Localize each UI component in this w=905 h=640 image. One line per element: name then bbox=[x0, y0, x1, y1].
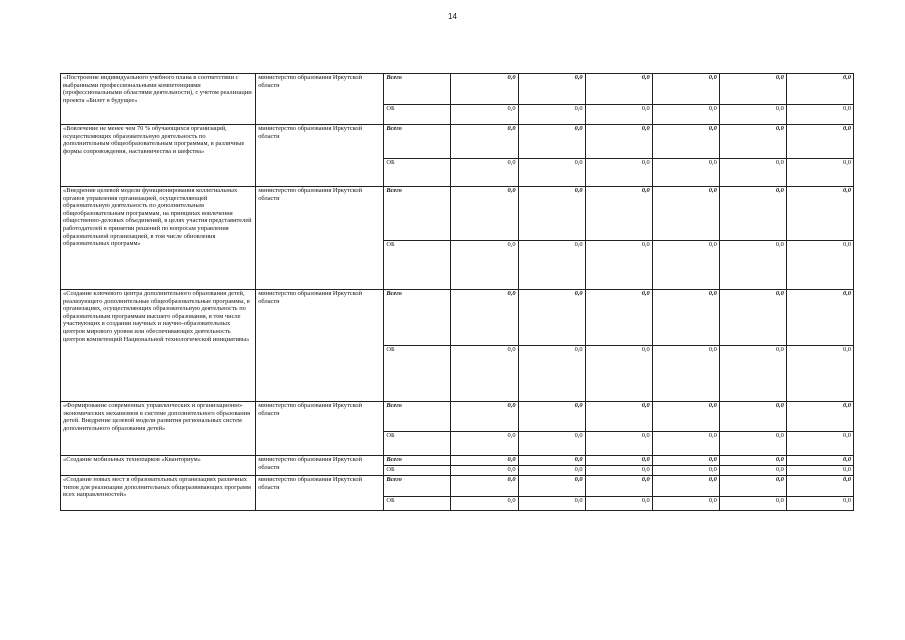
ob-value-cell: 0,0 bbox=[719, 159, 786, 187]
total-value-cell: 0,0 bbox=[786, 456, 853, 466]
total-value-cell: 0,0 bbox=[652, 476, 719, 497]
total-value-cell: 0,0 bbox=[652, 290, 719, 346]
ob-value-cell: 0,0 bbox=[652, 241, 719, 290]
ob-value-cell: 0,0 bbox=[719, 241, 786, 290]
total-value-cell: 0,0 bbox=[719, 187, 786, 241]
source-ob-label: ОБ bbox=[384, 105, 451, 125]
ob-value-cell: 0,0 bbox=[518, 105, 585, 125]
executor-cell: министерство образования Иркутской области bbox=[256, 456, 384, 476]
total-value-cell: 0,0 bbox=[585, 125, 652, 159]
total-value-cell: 0,0 bbox=[652, 74, 719, 105]
ob-value-cell: 0,0 bbox=[786, 466, 853, 476]
ob-value-cell: 0,0 bbox=[652, 432, 719, 456]
ob-value-cell: 0,0 bbox=[786, 241, 853, 290]
total-value-cell: 0,0 bbox=[451, 402, 518, 432]
table-row bbox=[61, 187, 854, 241]
ob-value-cell: 0,0 bbox=[786, 432, 853, 456]
total-value-cell: 0,0 bbox=[786, 476, 853, 497]
ob-value-cell: 0,0 bbox=[451, 105, 518, 125]
action-cell: «Создание новых мест в образовательных организациях различных типов для реализации дополнительных общеразвивающих программ всех направленностей» bbox=[61, 476, 256, 511]
ob-value-cell: 0,0 bbox=[719, 346, 786, 402]
action-cell: «Создание мобильных технопарков «Кванториум» bbox=[61, 456, 256, 476]
ob-value-cell: 0,0 bbox=[652, 159, 719, 187]
total-value-cell: 0,0 bbox=[451, 456, 518, 466]
total-value-cell: 0,0 bbox=[719, 476, 786, 497]
source-total-label: Всего bbox=[384, 74, 451, 105]
ob-value-cell: 0,0 bbox=[719, 105, 786, 125]
total-value-cell: 0,0 bbox=[786, 74, 853, 105]
executor-cell: министерство образования Иркутской области bbox=[256, 402, 384, 456]
source-ob-label: ОБ bbox=[384, 466, 451, 476]
budget-table bbox=[60, 73, 854, 511]
ob-value-cell: 0,0 bbox=[518, 497, 585, 511]
total-value-cell: 0,0 bbox=[719, 74, 786, 105]
ob-value-cell: 0,0 bbox=[518, 466, 585, 476]
total-value-cell: 0,0 bbox=[518, 456, 585, 466]
total-value-cell: 0,0 bbox=[585, 476, 652, 497]
total-value-cell: 0,0 bbox=[518, 125, 585, 159]
source-ob-label: ОБ bbox=[384, 346, 451, 402]
source-total-label: Всего bbox=[384, 290, 451, 346]
ob-value-cell: 0,0 bbox=[786, 346, 853, 402]
ob-value-cell: 0,0 bbox=[451, 159, 518, 187]
ob-value-cell: 0,0 bbox=[652, 346, 719, 402]
ob-value-cell: 0,0 bbox=[451, 466, 518, 476]
total-value-cell: 0,0 bbox=[451, 290, 518, 346]
ob-value-cell: 0,0 bbox=[518, 241, 585, 290]
total-value-cell: 0,0 bbox=[518, 476, 585, 497]
ob-value-cell: 0,0 bbox=[518, 432, 585, 456]
ob-value-cell: 0,0 bbox=[786, 497, 853, 511]
total-value-cell: 0,0 bbox=[518, 402, 585, 432]
ob-value-cell: 0,0 bbox=[585, 105, 652, 125]
ob-value-cell: 0,0 bbox=[518, 346, 585, 402]
source-total-label: Всего bbox=[384, 125, 451, 159]
total-value-cell: 0,0 bbox=[786, 125, 853, 159]
executor-cell: министерство образования Иркутской области bbox=[256, 74, 384, 125]
executor-cell: министерство образования Иркутской области bbox=[256, 290, 384, 402]
ob-value-cell: 0,0 bbox=[585, 466, 652, 476]
source-ob-label: ОБ bbox=[384, 497, 451, 511]
ob-value-cell: 0,0 bbox=[585, 241, 652, 290]
table-row bbox=[61, 402, 854, 432]
total-value-cell: 0,0 bbox=[585, 402, 652, 432]
ob-value-cell: 0,0 bbox=[652, 497, 719, 511]
ob-value-cell: 0,0 bbox=[585, 159, 652, 187]
ob-value-cell: 0,0 bbox=[786, 105, 853, 125]
ob-value-cell: 0,0 bbox=[585, 497, 652, 511]
ob-value-cell: 0,0 bbox=[719, 466, 786, 476]
total-value-cell: 0,0 bbox=[585, 187, 652, 241]
page-number: 14 bbox=[448, 12, 457, 21]
ob-value-cell: 0,0 bbox=[451, 432, 518, 456]
total-value-cell: 0,0 bbox=[451, 125, 518, 159]
source-ob-label: ОБ bbox=[384, 432, 451, 456]
total-value-cell: 0,0 bbox=[451, 476, 518, 497]
ob-value-cell: 0,0 bbox=[585, 346, 652, 402]
ob-value-cell: 0,0 bbox=[518, 159, 585, 187]
ob-value-cell: 0,0 bbox=[652, 105, 719, 125]
total-value-cell: 0,0 bbox=[652, 125, 719, 159]
source-ob-label: ОБ bbox=[384, 241, 451, 290]
total-value-cell: 0,0 bbox=[786, 187, 853, 241]
total-value-cell: 0,0 bbox=[719, 456, 786, 466]
source-total-label: Всего bbox=[384, 187, 451, 241]
executor-cell: министерство образования Иркутской области bbox=[256, 125, 384, 187]
ob-value-cell: 0,0 bbox=[719, 497, 786, 511]
total-value-cell: 0,0 bbox=[518, 74, 585, 105]
ob-value-cell: 0,0 bbox=[451, 497, 518, 511]
total-value-cell: 0,0 bbox=[451, 187, 518, 241]
table-row bbox=[61, 456, 854, 466]
total-value-cell: 0,0 bbox=[585, 456, 652, 466]
ob-value-cell: 0,0 bbox=[585, 432, 652, 456]
action-cell: «Внедрение целевой модели функционирования коллегиальных органов управления организацией, осуществляющей образовательную деятельность по дополнительным общеобразовательным программам, на принципах вовлечения общественно-деловых объединений, в целях участия представителей работодателей в принятии решений по вопросам управления образовательной организацией, в том числе обновления образовательных программ» bbox=[61, 187, 256, 290]
table-row bbox=[61, 74, 854, 105]
ob-value-cell: 0,0 bbox=[719, 432, 786, 456]
total-value-cell: 0,0 bbox=[786, 290, 853, 346]
ob-value-cell: 0,0 bbox=[451, 346, 518, 402]
action-cell: «Вовлечение не менее чем 70 % обучающихся организаций, осуществляющих образовательную деятельность по дополнительным общеобразовательным программам, в различные формы сопровождения, наставничества и шефства» bbox=[61, 125, 256, 187]
action-cell: «Формирование современных управленческих и организационно-экономических механизмов в системе дополнительного образования детей. Внедрение целевой модели развития региональных систем дополнительного образования детей» bbox=[61, 402, 256, 456]
action-cell: «Построение индивидуального учебного плана в соответствии с выбранными профессиональными компетенциями (профессиональными областями деятельности), с учетом реализации проекта «Билет в будущее» bbox=[61, 74, 256, 125]
total-value-cell: 0,0 bbox=[652, 187, 719, 241]
ob-value-cell: 0,0 bbox=[652, 466, 719, 476]
total-value-cell: 0,0 bbox=[719, 290, 786, 346]
total-value-cell: 0,0 bbox=[451, 74, 518, 105]
total-value-cell: 0,0 bbox=[719, 125, 786, 159]
executor-cell: министерство образования Иркутской области bbox=[256, 187, 384, 290]
total-value-cell: 0,0 bbox=[786, 402, 853, 432]
table-row bbox=[61, 290, 854, 346]
action-cell: «Создание ключевого центра дополнительного образования детей, реализующего дополнительные общеобразовательные программы, в организациях, осуществляющих образовательную деятельность по образовательным программам высшего образования, в том числе участвующих в создании научных и научно-образовательных центров мирового уровня или обеспечивающих деятельность центров компетенций Национальной технологической инициативы» bbox=[61, 290, 256, 402]
source-total-label: Всего bbox=[384, 402, 451, 432]
source-total-label: Всего bbox=[384, 456, 451, 466]
ob-value-cell: 0,0 bbox=[786, 159, 853, 187]
source-total-label: Всего bbox=[384, 476, 451, 497]
total-value-cell: 0,0 bbox=[719, 402, 786, 432]
ob-value-cell: 0,0 bbox=[451, 241, 518, 290]
total-value-cell: 0,0 bbox=[518, 290, 585, 346]
table-row bbox=[61, 125, 854, 159]
total-value-cell: 0,0 bbox=[585, 290, 652, 346]
total-value-cell: 0,0 bbox=[652, 456, 719, 466]
executor-cell: министерство образования Иркутской области bbox=[256, 476, 384, 511]
total-value-cell: 0,0 bbox=[585, 74, 652, 105]
table-row bbox=[61, 476, 854, 497]
total-value-cell: 0,0 bbox=[652, 402, 719, 432]
source-ob-label: ОБ bbox=[384, 159, 451, 187]
total-value-cell: 0,0 bbox=[518, 187, 585, 241]
